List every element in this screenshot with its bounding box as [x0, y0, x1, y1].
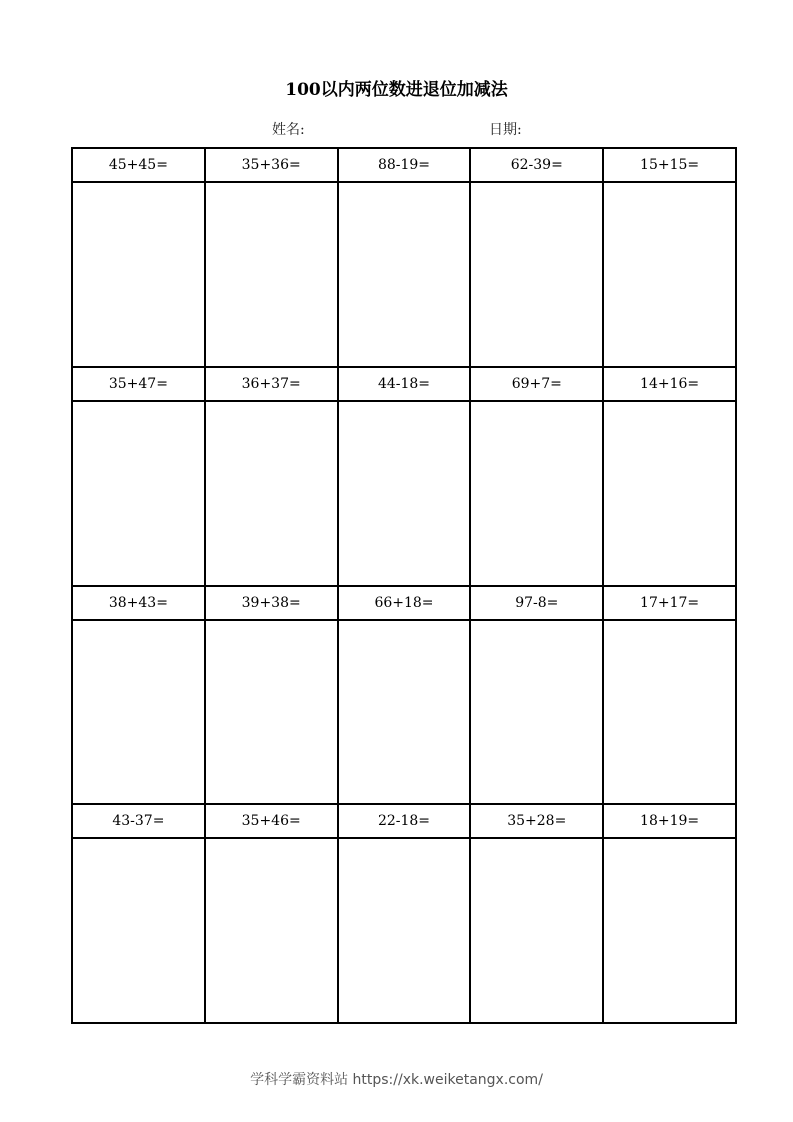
- work-area: [471, 839, 602, 1022]
- problem-text: 38+43=: [73, 587, 204, 621]
- work-area: [206, 183, 337, 366]
- problem-text: 45+45=: [73, 149, 204, 183]
- work-area: [73, 183, 204, 366]
- problem-cell: [604, 368, 737, 587]
- worksheet-title: 100以内两位数进退位加减法: [285, 80, 508, 100]
- problem-cell: [339, 587, 472, 806]
- problem-cell: [339, 368, 472, 587]
- work-area: [206, 839, 337, 1022]
- work-area: [604, 183, 735, 366]
- problem-text: 97-8=: [471, 587, 602, 621]
- work-area: [471, 402, 602, 585]
- problem-text: 36+37=: [206, 368, 337, 402]
- problem-text: 35+47=: [73, 368, 204, 402]
- footer-watermark: 学科学霸资料站 https://xk.weiketangx.com/: [250, 1072, 543, 1088]
- problem-cell: [471, 805, 604, 1024]
- problem-text: 15+15=: [604, 149, 735, 183]
- problem-text: 17+17=: [604, 587, 735, 621]
- date-label: 日期:: [489, 122, 522, 138]
- problem-cell: [206, 149, 339, 368]
- problem-cell: [471, 149, 604, 368]
- work-area: [73, 839, 204, 1022]
- problem-cell: [339, 149, 472, 368]
- problem-text: 35+28=: [471, 805, 602, 839]
- problem-cell: [73, 805, 206, 1024]
- work-area: [73, 621, 204, 804]
- problem-text: 35+36=: [206, 149, 337, 183]
- problem-cell: [206, 368, 339, 587]
- work-area: [206, 402, 337, 585]
- work-area: [604, 839, 735, 1022]
- problem-cell: [471, 587, 604, 806]
- problem-text: 88-19=: [339, 149, 470, 183]
- problem-text: 43-37=: [73, 805, 204, 839]
- problem-text: 22-18=: [339, 805, 470, 839]
- problem-cell: [73, 368, 206, 587]
- work-area: [339, 402, 470, 585]
- problem-grid: [71, 147, 737, 1024]
- problem-cell: [471, 368, 604, 587]
- work-area: [339, 621, 470, 804]
- problem-text: 69+7=: [471, 368, 602, 402]
- problem-cell: [604, 149, 737, 368]
- problem-text: 39+38=: [206, 587, 337, 621]
- work-area: [604, 402, 735, 585]
- problem-text: 44-18=: [339, 368, 470, 402]
- problem-cell: [339, 805, 472, 1024]
- work-area: [339, 183, 470, 366]
- problem-text: 18+19=: [604, 805, 735, 839]
- problem-cell: [604, 587, 737, 806]
- problem-cell: [604, 805, 737, 1024]
- work-area: [604, 621, 735, 804]
- problem-text: 66+18=: [339, 587, 470, 621]
- problem-text: 35+46=: [206, 805, 337, 839]
- problem-cell: [206, 805, 339, 1024]
- work-area: [471, 183, 602, 366]
- name-label: 姓名:: [272, 122, 305, 138]
- problem-text: 14+16=: [604, 368, 735, 402]
- work-area: [471, 621, 602, 804]
- work-area: [73, 402, 204, 585]
- problem-cell: [73, 149, 206, 368]
- problem-cell: [73, 587, 206, 806]
- work-area: [339, 839, 470, 1022]
- problem-text: 62-39=: [471, 149, 602, 183]
- work-area: [206, 621, 337, 804]
- problem-cell: [206, 587, 339, 806]
